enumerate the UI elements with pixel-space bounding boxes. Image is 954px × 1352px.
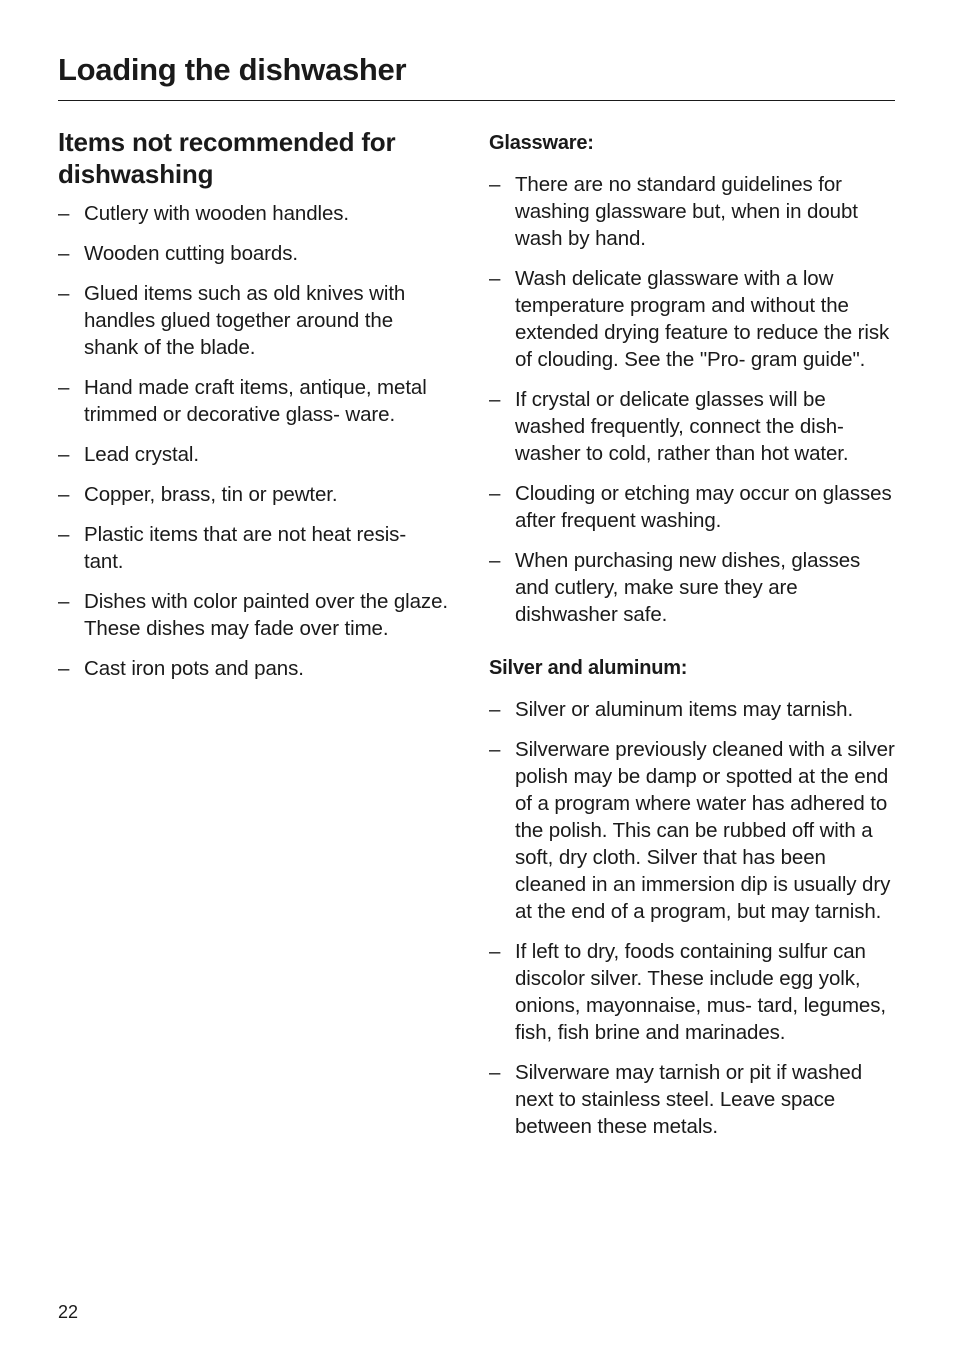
not-recommended-list bbox=[58, 200, 450, 682]
list-item: – Cast iron pots and pans. bbox=[58, 655, 450, 682]
list-item: – Lead crystal. bbox=[58, 441, 450, 468]
list-item: – If left to dry, foods containing sulfur can discolor silver. These include egg yolk, onions, mayonnaise, mus- tard, legumes, fish, fish brine and marinades. bbox=[489, 938, 899, 1046]
list-item: – Dishes with color painted over the glaze. These dishes may fade over time. bbox=[58, 588, 450, 642]
silver-aluminum-heading: Silver and aluminum: bbox=[489, 657, 688, 679]
list-item: – When purchasing new dishes, glasses and cutlery, make sure they are dishwasher safe. bbox=[489, 547, 899, 628]
list-item: – There are no standard guidelines for washing glassware but, when in doubt wash by hand. bbox=[489, 171, 899, 252]
silver-aluminum-list bbox=[489, 696, 899, 1140]
right-column bbox=[489, 126, 899, 1153]
list-item: – Silverware may tarnish or pit if washed next to stainless steel. Leave space between these metals. bbox=[489, 1059, 899, 1140]
list-item: – Hand made craft items, antique, metal trimmed or decorative glass- ware. bbox=[58, 374, 450, 428]
page-number: 22 bbox=[58, 1302, 79, 1322]
list-item: – Clouding or etching may occur on glasses after frequent washing. bbox=[489, 480, 899, 534]
list-item: – Cutlery with wooden handles. bbox=[58, 200, 450, 227]
list-item: – Silverware previously cleaned with a silver polish may be damp or spotted at the end of a program where water has adhered to the polish. This can be rubbed off with a soft, dry cloth. Silver that has been cleaned in an immersion dip is usually dry at the end of a program, but may tarnish. bbox=[489, 736, 899, 925]
glassware-list bbox=[489, 171, 899, 628]
list-item: – If crystal or delicate glasses will be washed frequently, connect the dish- washer to cold, rather than hot water. bbox=[489, 386, 899, 467]
list-item: – Copper, brass, tin or pewter. bbox=[58, 481, 450, 508]
section-heading-not-recommended: Items not recommended for dishwashing bbox=[58, 127, 396, 189]
title-divider bbox=[58, 100, 895, 101]
list-item: – Wooden cutting boards. bbox=[58, 240, 450, 267]
glassware-heading: Glassware: bbox=[489, 132, 594, 154]
list-item: – Plastic items that are not heat resis- tant. bbox=[58, 521, 450, 575]
list-item: – Glued items such as old knives with handles glued together around the shank of the blade. bbox=[58, 280, 450, 361]
page-title: Loading the dishwasher bbox=[58, 52, 407, 87]
left-column bbox=[58, 126, 450, 695]
list-item: – Silver or aluminum items may tarnish. bbox=[489, 696, 899, 723]
list-item: – Wash delicate glassware with a low temperature program and without the extended drying feature to reduce the risk of clouding. See the "Pro- gram guide". bbox=[489, 265, 899, 373]
